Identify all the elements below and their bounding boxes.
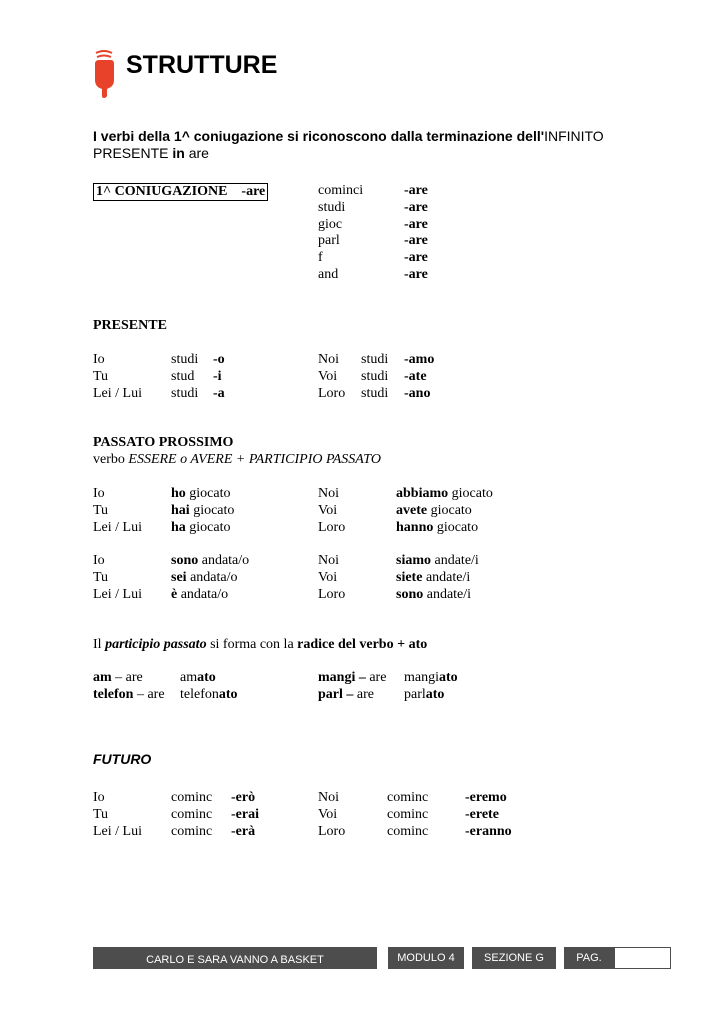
stem: studi	[361, 368, 389, 384]
futuro-right-stems	[387, 790, 428, 840]
essere-left-pronouns	[93, 553, 142, 603]
ending: -eremo	[465, 790, 507, 805]
stem-item: f	[318, 250, 323, 266]
presente-left-stems	[171, 352, 198, 402]
participle-form	[180, 670, 238, 687]
stem: cominc	[387, 823, 429, 839]
participle: giocato	[185, 519, 231, 535]
stem: studi	[171, 352, 199, 367]
avere-left-pronouns	[93, 486, 142, 536]
ending-item: -are	[404, 183, 428, 198]
participle-form	[404, 670, 458, 687]
aux: ha	[171, 519, 186, 535]
participio-forms-right	[404, 670, 458, 704]
participle: andate/i	[423, 586, 472, 602]
stem: stud	[171, 368, 195, 384]
avere-right-forms	[396, 486, 493, 536]
root: telefon	[93, 686, 134, 702]
pronoun: Voi	[318, 502, 338, 518]
ending: -erò	[231, 790, 256, 805]
participle: andate/i	[422, 569, 471, 585]
presente-heading: PRESENTE	[93, 318, 167, 333]
stem-item: gioc	[318, 216, 343, 232]
stem-item: studi	[318, 199, 346, 215]
ending: ato	[425, 686, 445, 702]
passato-subheading	[93, 452, 381, 468]
pronoun: Tu	[93, 806, 109, 822]
verb-form	[171, 486, 234, 503]
participle: giocato	[448, 486, 493, 501]
page-number-box	[614, 947, 671, 969]
stem: mangi	[404, 670, 439, 685]
pronoun: Loro	[318, 823, 346, 839]
verb-form	[396, 570, 479, 587]
aux: è	[171, 586, 178, 602]
participle: giocato	[427, 502, 472, 518]
aux: siete	[396, 569, 423, 585]
participle: andata/o	[177, 586, 229, 602]
pronoun: Io	[93, 553, 105, 568]
stem: am	[180, 670, 198, 685]
ending: -i	[213, 368, 222, 384]
participio-roots-right	[318, 670, 386, 704]
ending: -o	[213, 352, 225, 367]
root-item	[93, 670, 165, 687]
verb-form	[396, 553, 479, 570]
presente-left-endings	[213, 352, 225, 402]
verb-form	[171, 570, 249, 587]
sentence-part: radice del verbo + ato	[297, 637, 428, 652]
essere-left-forms	[171, 553, 249, 603]
futuro-left-stems	[171, 790, 212, 840]
futuro-left-endings	[231, 790, 259, 840]
root: mangi –	[318, 670, 366, 685]
footer-title-bar	[93, 947, 377, 969]
intro-text	[93, 128, 653, 162]
aux: hanno	[396, 519, 434, 535]
pronoun: Lei / Lui	[93, 385, 142, 401]
root-item	[318, 670, 386, 687]
verb-form	[171, 520, 234, 537]
pronoun: Lei / Lui	[93, 823, 142, 839]
root-item	[93, 687, 165, 704]
participle: giocato	[189, 502, 235, 518]
ending-item: -are	[404, 266, 428, 282]
pronoun: Noi	[318, 553, 339, 568]
pronoun: Voi	[318, 569, 338, 585]
root-sep: are	[353, 686, 374, 702]
participio-sentence	[93, 637, 427, 653]
coniugazione-label: 1^ CONIUGAZIONE -are	[93, 183, 268, 201]
intro-part3: in	[172, 145, 185, 161]
futuro-right-endings	[465, 790, 512, 840]
stem-item: cominci	[318, 183, 364, 198]
stem: cominc	[387, 806, 429, 822]
passato-heading: PASSATO PROSSIMO	[93, 435, 234, 450]
pronoun: Loro	[318, 519, 346, 535]
pronoun: Noi	[318, 790, 339, 805]
participle-form	[404, 687, 458, 704]
hand-pointing-down-icon	[93, 50, 115, 98]
participio-forms-left	[180, 670, 238, 704]
ending: -erete	[465, 806, 499, 822]
stem: parl	[404, 686, 426, 702]
root: parl –	[318, 686, 354, 702]
ending: -ano	[404, 385, 431, 401]
stem: studi	[171, 385, 199, 401]
intro-part2: INFINITO PRESENTE	[93, 128, 604, 161]
root: am	[93, 670, 112, 685]
aux: ho	[171, 486, 186, 501]
aux: sono	[171, 553, 199, 568]
root-sep: – are	[133, 686, 165, 702]
participle: andate/i	[431, 553, 479, 568]
ending-item: -are	[404, 233, 428, 249]
stem: telefon	[180, 686, 219, 702]
verb-form	[396, 503, 493, 520]
footer-pag: PAG.	[576, 952, 602, 964]
footer-modulo-bar	[388, 947, 464, 969]
verb-form	[171, 553, 249, 570]
stem: cominc	[171, 790, 213, 805]
ending: -erai	[231, 806, 259, 822]
pronoun: Noi	[318, 486, 339, 501]
aux: sono	[396, 586, 424, 602]
verb-form	[396, 486, 493, 503]
coniugazione-endings	[404, 183, 428, 284]
stem: cominc	[171, 823, 213, 839]
pronoun: Loro	[318, 385, 346, 401]
footer-modulo: MODULO 4	[397, 952, 455, 964]
presente-left-pronouns	[93, 352, 142, 402]
sentence-part: participio passato	[105, 637, 207, 652]
ending: -erà	[231, 823, 256, 839]
sentence-part: si forma con la	[206, 637, 298, 652]
ending: -amo	[404, 352, 435, 367]
footer-pag-bar	[564, 947, 614, 969]
aux: abbiamo	[396, 486, 449, 501]
pronoun: Tu	[93, 368, 109, 384]
page-title: STRUTTURE	[126, 51, 278, 79]
stem: studi	[361, 385, 389, 401]
coniugazione-stems	[318, 183, 363, 284]
pronoun: Io	[93, 790, 105, 805]
subheading-prefix: verbo	[93, 452, 129, 467]
intro-part4: are	[184, 145, 209, 161]
pronoun: Voi	[318, 368, 338, 384]
aux: avete	[396, 502, 428, 518]
root-sep: are	[365, 670, 387, 685]
essere-right-forms	[396, 553, 479, 603]
sentence-part: Il	[93, 637, 106, 652]
pronoun: Loro	[318, 586, 346, 602]
participle: andata/o	[198, 553, 250, 568]
aux: sei	[171, 569, 187, 585]
ending: -eranno	[465, 823, 512, 839]
pronoun: Lei / Lui	[93, 586, 142, 602]
participle-form	[180, 687, 238, 704]
pronoun: Lei / Lui	[93, 519, 142, 535]
presente-right-endings	[404, 352, 434, 402]
aux: siamo	[396, 553, 431, 568]
aux: hai	[171, 502, 190, 518]
ending-item: -are	[404, 216, 428, 232]
root-item	[318, 687, 386, 704]
futuro-right-pronouns	[318, 790, 345, 840]
stem: cominc	[171, 806, 213, 822]
presente-right-stems	[361, 352, 388, 402]
root-sep: – are	[111, 670, 143, 685]
stem: studi	[361, 352, 389, 367]
ending: -a	[213, 385, 225, 401]
essere-right-pronouns	[318, 553, 345, 603]
ending: ato	[197, 670, 216, 685]
participle: giocato	[433, 519, 479, 535]
footer-title: CARLO E SARA VANNO A BASKET	[146, 954, 324, 966]
verb-form	[171, 587, 249, 604]
ending: ato	[439, 670, 458, 685]
footer-sezione-bar	[472, 947, 556, 969]
ending-item: -are	[404, 250, 428, 266]
pronoun: Io	[93, 486, 105, 501]
pronoun: Noi	[318, 352, 339, 367]
avere-left-forms	[171, 486, 234, 536]
verb-form	[171, 503, 234, 520]
ending-item: -are	[404, 199, 428, 215]
stem-item: parl	[318, 233, 340, 249]
futuro-heading: FUTURO	[93, 751, 152, 767]
participio-roots-left	[93, 670, 165, 704]
futuro-left-pronouns	[93, 790, 142, 840]
intro-part1: I verbi della 1^ coniugazione si riconoscono dalla terminazione dell'	[93, 128, 545, 144]
verb-form	[396, 587, 479, 604]
subheading-italic: ESSERE o AVERE + PARTICIPIO PASSATO	[128, 452, 381, 467]
avere-right-pronouns	[318, 486, 345, 536]
footer-sezione: SEZIONE G	[484, 952, 544, 964]
pronoun: Tu	[93, 502, 109, 518]
ending: ato	[218, 686, 238, 702]
stem-item: and	[318, 266, 339, 282]
verb-form	[396, 520, 493, 537]
stem: cominc	[387, 790, 429, 805]
participle: andata/o	[186, 569, 238, 585]
participle: giocato	[185, 486, 231, 501]
pronoun: Tu	[93, 569, 109, 585]
pronoun: Io	[93, 352, 105, 367]
presente-right-pronouns	[318, 352, 345, 402]
pronoun: Voi	[318, 806, 338, 822]
ending: -ate	[404, 368, 427, 384]
